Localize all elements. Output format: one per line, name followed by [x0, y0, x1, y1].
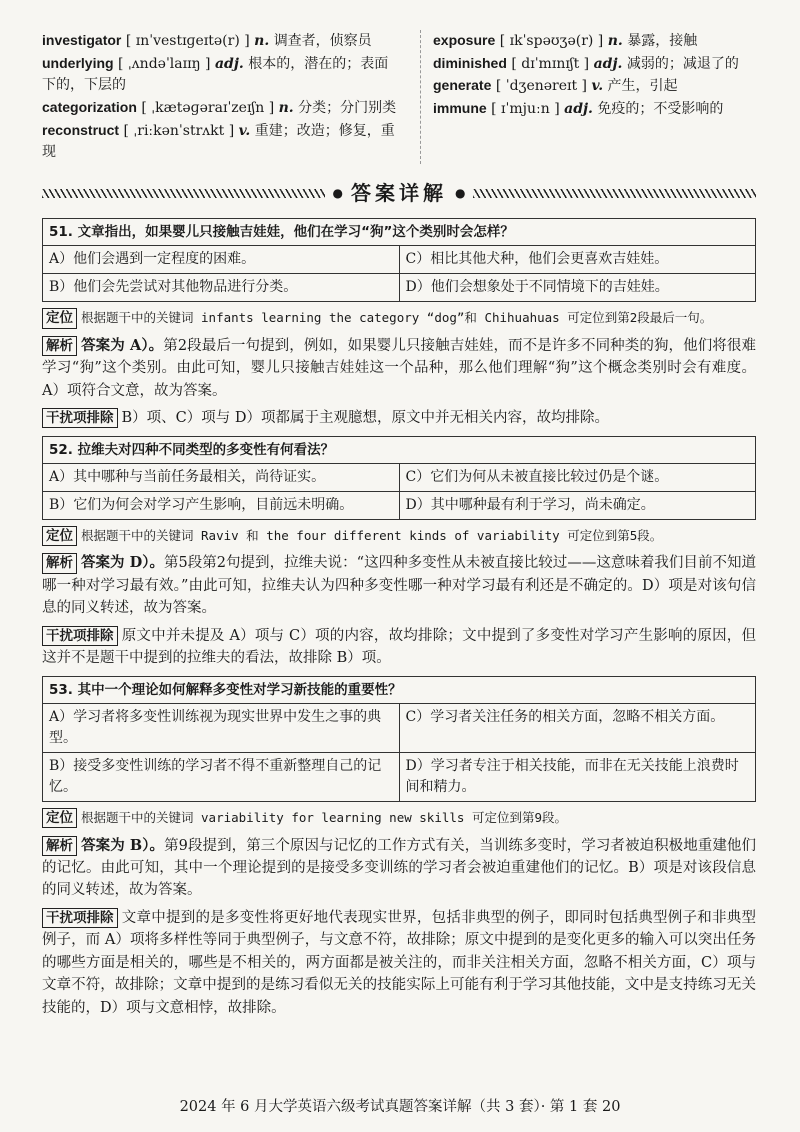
hatch-divider-right	[473, 189, 756, 198]
vocab-word: reconstruct	[42, 121, 120, 138]
locate-tag: 定位	[42, 526, 77, 546]
answer-text: 答案为 A）。	[81, 336, 164, 354]
vocab-entry	[433, 53, 756, 76]
vocab-pos: adj.	[214, 55, 244, 72]
vocab-pos: v.	[238, 122, 251, 139]
option-a: A）他们会遇到一定程度的困难。	[43, 246, 400, 274]
analysis-paragraph	[42, 335, 756, 402]
distractor-text: 原文中并未提及 A）项与 C）项的内容，故均排除；文中提到了多变性对学习产生影响的原因，但这并不是题干中提到的拉维夫的看法，故排除 B）项。	[42, 627, 756, 667]
vocab-entry	[42, 53, 402, 97]
question-table-51	[42, 218, 756, 302]
vocab-entry	[433, 98, 756, 121]
locate-paragraph	[42, 807, 756, 829]
vocab-entry	[42, 97, 402, 120]
distractor-text: 文章中提到的是多变性将更好地代表现实世界，包括非典型的例子，即同时包括典型例子和非典型例子，而 A）项将多样性等同于典型例子，与文意不符，故排除；原文中提到的是变化更多的输入可以突出任务的哪些方面是相关的，哪些是不相关的，两方面都是被关注的，而非关注相关方面，忽略不相关方面，C）项与文章不符，故排除；文章中提到的是练习看似无关的技能实际上可能有利于学习其他技能，文中是支持练习无关技能的，D）项与文意相悖，故排除。	[42, 909, 756, 1016]
vocab-word: generate	[433, 77, 492, 94]
vocab-phonetic: [ ˈdʒenəreɪt ]	[495, 78, 588, 95]
vocab-definition: 减弱的；减退了的	[626, 55, 739, 72]
locate-tag: 定位	[42, 808, 77, 828]
bullet-icon: ●	[332, 185, 343, 200]
answer-text: 答案为 D）。	[81, 554, 164, 572]
question-stem: 52. 拉维夫对四种不同类型的多变性有何看法？	[43, 436, 756, 463]
vocab-pos: v.	[591, 78, 604, 95]
locate-text: 根据题干中的关键词 infants learning the category “dog”和 Chihuahuas 可定位到第2段最后一句。	[81, 310, 713, 326]
option-a: A）其中哪种与当前任务最相关，尚待证实。	[43, 463, 400, 491]
vocab-phonetic: [ ɪkˈspəʊʒə(r) ]	[499, 33, 604, 49]
distractor-tag: 干扰项排除	[42, 408, 118, 428]
vocab-phonetic: [ dɪˈmɪnɪʃt ]	[511, 55, 590, 72]
section-banner	[42, 178, 756, 208]
option-b: B）他们会先尝试对其他物品进行分类。	[43, 274, 400, 302]
analysis-tag: 解析	[42, 836, 77, 856]
question-table-52	[42, 436, 756, 520]
vocab-pos: adj.	[564, 101, 593, 118]
vocab-pos: adj.	[593, 55, 623, 72]
analysis-tag: 解析	[42, 553, 77, 573]
distractor-paragraph	[42, 625, 756, 670]
analysis-paragraph	[42, 835, 756, 902]
bullet-icon: ●	[455, 185, 466, 200]
analysis-tag: 解析	[42, 336, 77, 356]
vocab-pos: n.	[254, 33, 270, 49]
vocab-entry	[433, 75, 756, 98]
distractor-paragraph	[42, 407, 756, 429]
vocab-definition: 暴露，接触	[627, 33, 698, 49]
vocab-entry	[42, 120, 402, 164]
vocab-word: categorization	[42, 99, 137, 116]
analysis-text: 第5段第2句提到，拉维夫说：“这四种多变性从未被直接比较过——这意味着我们目前不知道哪一种对学习最有效。”由此可知，拉维夫认为四种多变性哪一种对学习最有利还是不确定的。D）项是对该句信息的同义转述，故为答案。	[42, 555, 756, 617]
locate-paragraph	[42, 307, 756, 329]
vocab-column-left	[42, 30, 402, 164]
hatch-divider-left	[42, 189, 325, 198]
option-d: D）他们会想象处于不同情境下的吉娃娃。	[399, 274, 756, 302]
option-c: C）相比其他犬种，他们会更喜欢吉娃娃。	[399, 246, 756, 274]
locate-tag: 定位	[42, 308, 77, 328]
vocab-definition: 调查者，侦察员	[273, 33, 372, 49]
question-table-53	[42, 676, 756, 802]
option-a: A）学习者将多变性训练视为现实世界中发生之事的典型。	[43, 704, 400, 753]
vocab-word: underlying	[42, 54, 114, 71]
option-b: B）接受多变性训练的学习者不得不重新整理自己的记忆。	[43, 753, 400, 802]
option-d: D）学习者专注于相关技能，而非在无关技能上浪费时间和精力。	[399, 753, 756, 802]
vocab-entry	[433, 30, 756, 53]
vocab-entry	[42, 30, 402, 53]
vocab-definition: 分类；分门别类	[298, 100, 397, 117]
question-stem: 53. 其中一个理论如何解释多变性对学习新技能的重要性？	[43, 676, 756, 703]
vocab-pos: n.	[607, 33, 623, 49]
distractor-paragraph	[42, 907, 756, 1019]
vocab-phonetic: [ ɪnˈvestɪɡeɪtə(r) ]	[125, 33, 250, 49]
vocab-definition: 产生，引起	[607, 78, 678, 95]
locate-paragraph	[42, 525, 756, 547]
vocab-phonetic: [ ˌʌndəˈlaɪɪŋ ]	[118, 55, 211, 72]
locate-text: 根据题干中的关键词 Raviv 和 the four different kinds of variability 可定位到第5段。	[81, 527, 663, 543]
answer-text: 答案为 B）。	[81, 836, 165, 854]
vocab-word: immune	[433, 100, 487, 117]
vocab-definition: 根本的，潜在的；表面下的，下层的	[42, 55, 389, 94]
distractor-text: B）项、C）项与 D）项都属于主观臆想，原文中并无相关内容，故均排除。	[121, 410, 609, 427]
option-c: C）它们为何从未被直接比较过仍是个谜。	[399, 463, 756, 491]
vocab-word: investigator	[42, 32, 122, 48]
vocab-word: exposure	[433, 32, 496, 48]
locate-text: 根据题干中的关键词 variability for learning new skills 可定位到第9段。	[81, 810, 567, 826]
vocab-phonetic: [ ɪˈmjuːn ]	[491, 101, 560, 118]
question-stem: 51. 文章指出，如果婴儿只接触吉娃娃，他们在学习“狗”这个类别时会怎样？	[43, 219, 756, 246]
section-title: 答案详解	[351, 180, 447, 205]
distractor-tag: 干扰项排除	[42, 626, 118, 646]
vocab-definition: 重建；改造；修复，重现	[42, 122, 395, 161]
vocab-word: diminished	[433, 54, 507, 71]
page-footer: 2024 年 6 月大学英语六级考试真题答案详解（共 3 套）· 第 1 套 20	[179, 1099, 621, 1115]
vocab-pos: n.	[278, 100, 294, 117]
analysis-text: 第2段最后一句提到，例如，如果婴儿只接触吉娃娃，而不是许多不同种类的狗，他们将很难学习“狗”这个类别。由此可知，婴儿只接触吉娃娃这一个品种，那么他们理解“狗”这个概念类别时会有难度。A）项符合文意，故为答案。	[42, 337, 756, 399]
distractor-tag: 干扰项排除	[42, 908, 118, 928]
option-c: C）学习者关注任务的相关方面，忽略不相关方面。	[399, 704, 756, 753]
analysis-text: 第9段提到，第三个原因与记忆的工作方式有关，当训练多变时，学习者被迫积极地重建他们的记忆。由此可知，其中一个理论提到的是接受多变训练的学习者会被迫重建他们的记忆。B）项是对该段信息的同义转述，故为答案。	[42, 837, 756, 899]
vocab-phonetic: [ ˌriːkənˈstrʌkt ]	[123, 122, 235, 139]
vocabulary-block	[42, 30, 756, 164]
option-d: D）其中哪种最有利于学习，尚未确定。	[399, 491, 756, 519]
analysis-paragraph	[42, 552, 756, 619]
vocab-definition: 免疫的；不受影响的	[597, 101, 724, 118]
vocab-phonetic: [ ˌkætəɡəraɪˈzeɪʃn ]	[141, 100, 275, 117]
vocab-column-right	[420, 30, 756, 164]
option-b: B）它们为何会对学习产生影响，目前远未明确。	[43, 491, 400, 519]
